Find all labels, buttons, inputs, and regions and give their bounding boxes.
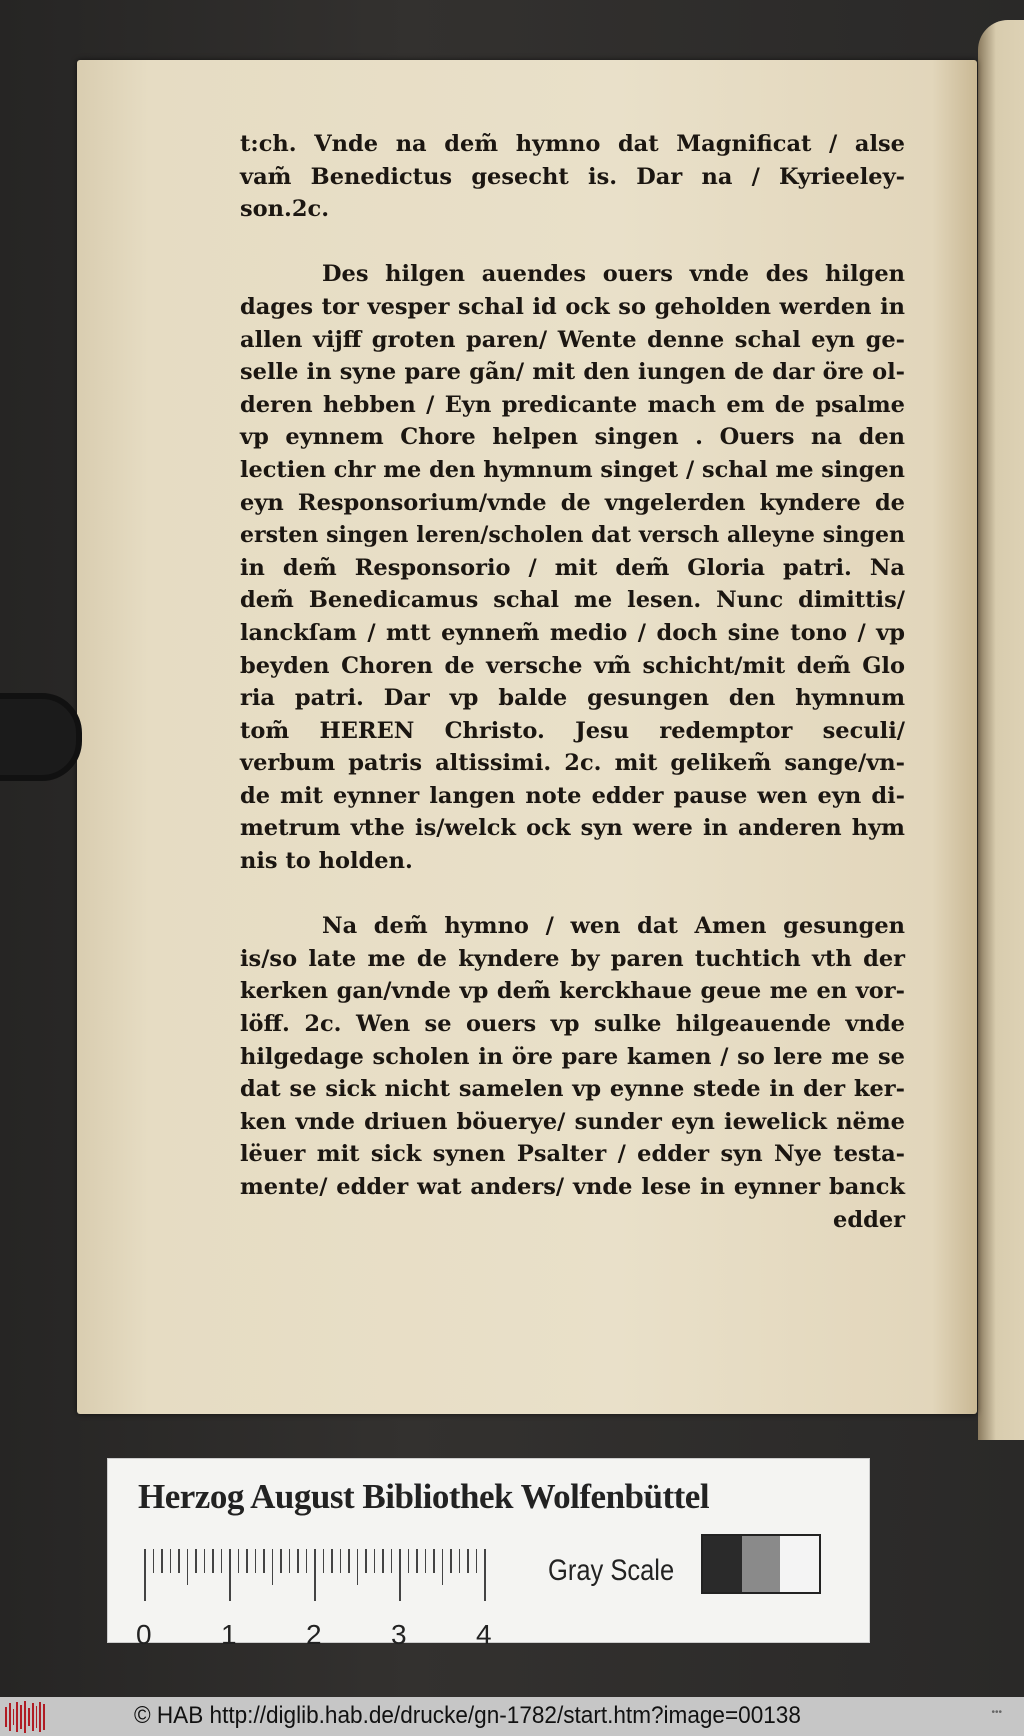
catchword: edder xyxy=(833,1206,905,1233)
ruler-tick xyxy=(442,1549,444,1585)
ruler-tick xyxy=(433,1549,435,1573)
text-line: ersten singen leren/scholen dat versch alleyne singen xyxy=(240,522,905,549)
text-line: lectien chr me den hymnum singet / schal me singen xyxy=(240,456,905,483)
text-line: Des hilgen auendes ouers vnde des hilgen xyxy=(322,261,905,288)
ruler-tick xyxy=(365,1549,367,1573)
ruler xyxy=(136,1549,524,1650)
text-line: verbum patris altissimi. 2c. mit gelikem̃ sange/vn- xyxy=(240,750,905,777)
text-line: son.2c. xyxy=(240,196,330,223)
ruler-tick xyxy=(195,1549,197,1573)
text-line: mente/ edder wat anders/ vnde lese in eynner banck xyxy=(240,1174,905,1200)
text-line: de mit eynner langen note edder pause wen eyn di- xyxy=(240,782,905,809)
ruler-tick xyxy=(408,1549,410,1573)
ruler-tick xyxy=(331,1549,333,1573)
text-line: ria patri. Dar vp balde gesungen den hymnum xyxy=(240,685,905,712)
ruler-tick xyxy=(314,1549,316,1601)
text-line: dem̃ Benedicamus schal me lesen. Nunc dimittis/ xyxy=(240,587,905,614)
ruler-tick xyxy=(450,1549,452,1573)
text-line: beyden Choren de versche vm̃ schicht/mit dem̃ Glo xyxy=(240,652,905,679)
text-line: allen vijff groten paren/ Wente denne schal eyn ge- xyxy=(240,326,905,353)
text-line: lanckſam / mtt eynnem̃ medio / doch sine tono / vp xyxy=(240,619,905,646)
text-line: vp eynnem Chore helpen singen . Ouers na den xyxy=(240,424,905,451)
text-line: nis to holden. xyxy=(240,848,413,875)
ruler-tick xyxy=(178,1549,180,1573)
ruler-tick xyxy=(484,1549,486,1601)
ruler-tick xyxy=(323,1549,325,1573)
text-line: kerken gan/vnde vp dem̃ kerckhaue geue me en vor- xyxy=(240,978,905,1005)
ruler-tick xyxy=(459,1549,461,1573)
ruler-tick xyxy=(357,1549,359,1585)
gray-scale-patches xyxy=(701,1534,821,1594)
ruler-tick xyxy=(391,1549,393,1573)
page-text xyxy=(240,128,905,1236)
ruler-tick xyxy=(399,1549,401,1601)
text-line: eyn Responsorium/vnde de vngelerden kyndere de xyxy=(240,489,905,516)
ruler-tick xyxy=(280,1549,282,1573)
ruler-number: 0 xyxy=(136,1619,152,1650)
ruler-tick xyxy=(425,1549,427,1573)
ruler-tick xyxy=(416,1549,418,1573)
ruler-number: 3 xyxy=(391,1619,407,1650)
ruler-tick xyxy=(255,1549,257,1573)
adjacent-page-edge xyxy=(978,20,1024,1440)
library-name: Herzog August Bibliothek Wolfenbüttel xyxy=(138,1477,710,1516)
text-line: deren hebben / Eyn predicante mach em de psalme xyxy=(240,391,905,418)
ruler-tick xyxy=(212,1549,214,1573)
text-line: metrum vthe is/welck ock syn were in anderen hym xyxy=(240,815,905,842)
text-line: vam̃ Benedictus gesecht is. Dar na / Kyrieeley- xyxy=(240,163,905,190)
footer-copyright-link[interactable]: © HAB http://diglib.hab.de/drucke/gn-1782/start.htm?image=00138 xyxy=(134,1702,801,1729)
text-line: hilgedage scholen in öre pare kamen / so lere me se xyxy=(240,1043,905,1070)
text-line: dat se sick nicht samelen vp eynne stede in der ker- xyxy=(240,1076,905,1103)
ruler-tick xyxy=(204,1549,206,1573)
more-icon[interactable]: ••• xyxy=(991,1707,1002,1718)
text-line: Na dem̃ hymno / wen dat Amen gesungen xyxy=(322,913,905,940)
text-line: löff. 2c. Wen se ouers vp sulke hilgeauende vnde xyxy=(240,1011,905,1038)
ruler-tick xyxy=(229,1549,231,1601)
text-line: dages tor vesper schal id ock so geholden werden in xyxy=(240,293,905,320)
paragraph-gap xyxy=(240,878,905,911)
gray-patch xyxy=(703,1536,742,1592)
ruler-tick xyxy=(467,1549,469,1573)
ruler-tick xyxy=(374,1549,376,1573)
ruler-tick xyxy=(348,1549,350,1573)
ruler-tick xyxy=(238,1549,240,1573)
ruler-tick xyxy=(144,1549,146,1601)
ruler-tick xyxy=(263,1549,265,1573)
ruler-tick xyxy=(306,1549,308,1573)
text-line: lëuer mit sick synen Psalter / edder syn Nye testa- xyxy=(240,1141,905,1168)
footer-bar xyxy=(0,1697,1024,1736)
ruler-tick xyxy=(272,1549,274,1585)
ruler-tick xyxy=(297,1549,299,1573)
text-line: ken vnde driuen böuerye/ sunder eyn iewelick nëme xyxy=(240,1108,905,1135)
ruler-number: 1 xyxy=(221,1619,237,1650)
ruler-tick xyxy=(221,1549,223,1573)
ruler-tick xyxy=(187,1549,189,1585)
binding-strap xyxy=(0,693,82,781)
gray-patch xyxy=(780,1536,819,1592)
ruler-tick xyxy=(382,1549,384,1573)
color-reference-card xyxy=(107,1458,870,1650)
text-line: is/so late me de kyndere by paren tuchtich vth der xyxy=(240,945,905,972)
text-line: in dem̃ Responsorio / mit dem̃ Gloria patri. Na xyxy=(240,554,905,581)
ruler-tick xyxy=(246,1549,248,1573)
paragraph-gap xyxy=(240,226,905,259)
gray-scale-label: Gray Scale xyxy=(548,1554,675,1587)
ruler-number: 2 xyxy=(306,1619,322,1650)
text-line: selle in syne pare gãn/ mit den iungen de dar öre ol- xyxy=(240,359,905,386)
ruler-number: 4 xyxy=(476,1619,492,1650)
ruler-tick xyxy=(161,1549,163,1573)
ruler-tick xyxy=(170,1549,172,1573)
text-line: t:ch. Vnde na dem̃ hymno dat Magnificat / alse xyxy=(240,131,905,157)
ruler-tick xyxy=(476,1549,478,1573)
ruler-tick xyxy=(340,1549,342,1573)
text-line: tom̃ HEREN Christo. Jesu redemptor seculi/ xyxy=(240,717,905,744)
ruler-tick xyxy=(153,1549,155,1573)
gray-patch xyxy=(742,1536,781,1592)
hab-logo-icon xyxy=(5,1701,45,1733)
ruler-tick xyxy=(289,1549,291,1573)
